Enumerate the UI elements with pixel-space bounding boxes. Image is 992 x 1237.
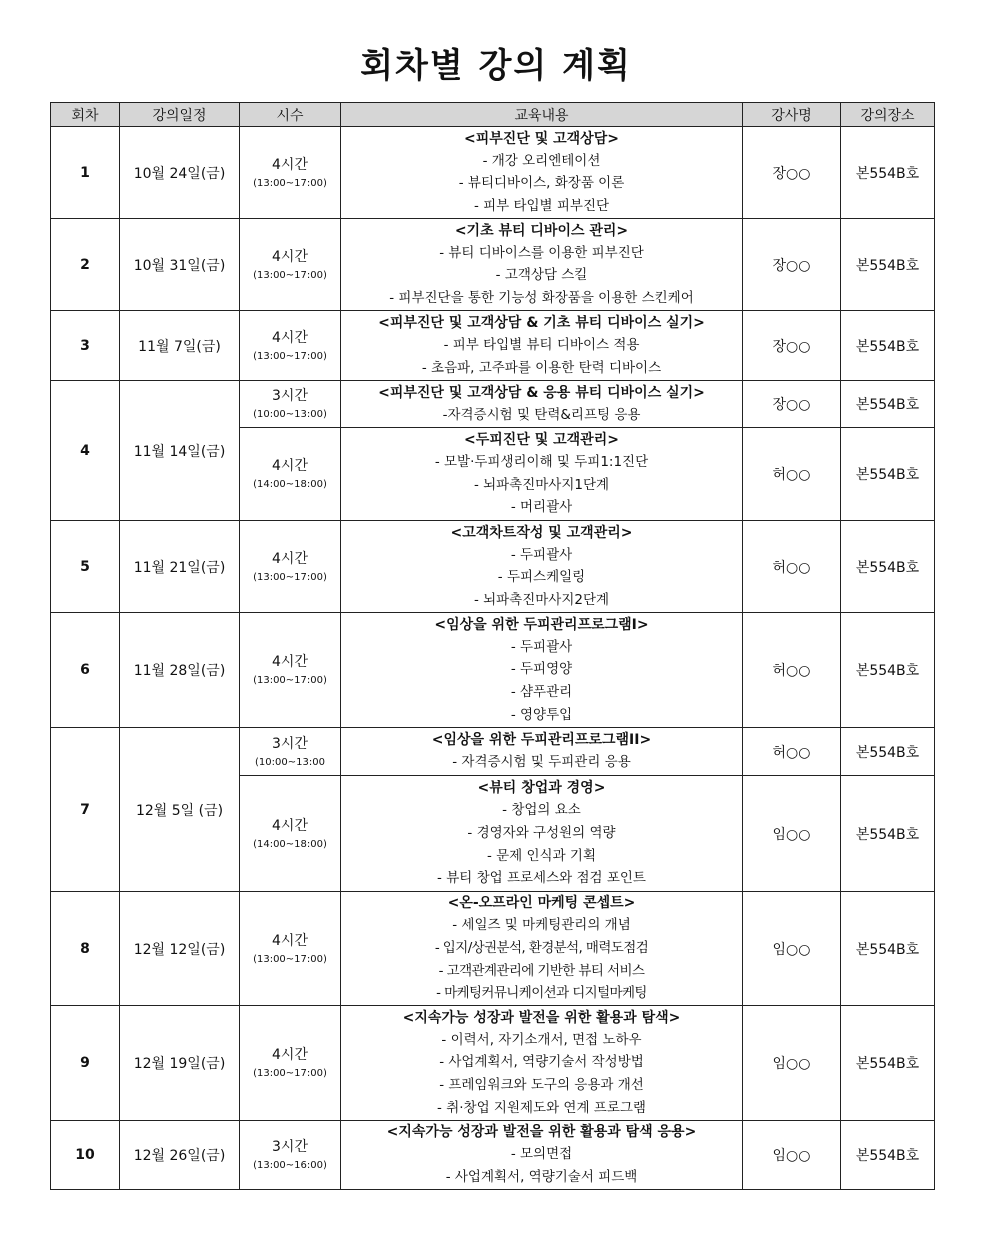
session-hours: 4시간 xyxy=(272,654,308,670)
lecture-room: 본554B호 xyxy=(841,613,935,728)
content-item: - 자격증시험 및 두피관리 응용 xyxy=(452,754,631,771)
session-time: (14:00~18:00) xyxy=(253,479,327,490)
session-hours-cell xyxy=(240,219,341,311)
table-row xyxy=(51,521,935,613)
session-hours: 4시간 xyxy=(272,932,308,949)
session-date: 11월 21일(금) xyxy=(120,521,240,613)
instructor-name: 임○○ xyxy=(743,892,841,1006)
content-title: <고객차트작성 및 고객관리> xyxy=(450,524,633,541)
content-title: <피부진단 및 고객상담 & 기초 뷰티 디바이스 실기> xyxy=(378,314,705,331)
content-item: - 샴푸관리 xyxy=(510,684,573,700)
content-item: - 피부 타입별 피부진단 xyxy=(473,197,610,214)
lecture-room: 본554B호 xyxy=(841,311,935,381)
content-item: - 두피영양 xyxy=(510,661,573,678)
table-row xyxy=(51,892,935,1006)
lecture-room: 본554B호 xyxy=(841,381,935,428)
content-item: - 고객상담 스킬 xyxy=(495,267,588,284)
table-row xyxy=(51,381,935,428)
content-title: <임상을 위한 두피관리프로그램II> xyxy=(431,732,652,749)
header-instructor: 강사명 xyxy=(743,103,841,127)
content-title: <기초 뷰티 디바이스 관리> xyxy=(454,222,629,239)
table-row xyxy=(51,127,935,219)
table-row xyxy=(51,728,935,776)
content-title: <피부진단 및 고객상담> xyxy=(464,130,619,147)
session-hours-cell xyxy=(240,613,341,728)
session-time: (13:00~16:00) xyxy=(253,1160,327,1171)
content-item: - 입지/상권분석, 환경분석, 매력도점검 xyxy=(434,939,649,956)
session-hours: 4시간 xyxy=(272,156,308,173)
header-hours: 시수 xyxy=(240,103,341,127)
session-date: 10월 24일(금) xyxy=(120,127,240,219)
lecture-room: 본554B호 xyxy=(841,127,935,219)
content-item: - 개강 오리엔테이션 xyxy=(482,152,601,169)
lecture-plan-table xyxy=(50,102,935,1190)
session-hours-cell xyxy=(240,521,341,613)
content-item: - 초음파, 고주파를 이용한 탄력 디바이스 xyxy=(421,359,662,376)
session-hours-cell xyxy=(240,311,341,381)
session-date: 12월 26일(금) xyxy=(120,1121,240,1190)
session-hours: 3시간 xyxy=(272,388,308,404)
session-hours: 4시간 xyxy=(272,550,308,567)
instructor-name: 허○○ xyxy=(743,728,841,776)
lecture-room: 본554B호 xyxy=(841,428,935,521)
content-item: - 뷰티디바이스, 화장품 이론 xyxy=(458,175,625,192)
content-item: - 취·창업 지원제도와 연계 프로그램 xyxy=(437,1099,646,1116)
content-item: - 두피괄사 xyxy=(510,638,573,655)
session-hours: 4시간 xyxy=(272,817,308,834)
session-content xyxy=(341,613,743,728)
session-date: 11월 28일(금) xyxy=(120,613,240,728)
session-time: (13:00~17:00) xyxy=(253,571,327,583)
session-content xyxy=(341,1006,743,1121)
content-item: - 뇌파촉진마사지2단계 xyxy=(473,591,610,608)
session-content xyxy=(341,127,743,219)
session-number: 4 xyxy=(51,381,120,521)
lecture-room: 본554B호 xyxy=(841,892,935,1006)
session-hours: 3시간 xyxy=(272,1139,308,1155)
session-date: 12월 5일 (금) xyxy=(120,728,240,892)
session-time: (13:00~17:00) xyxy=(253,177,327,189)
header-date: 강의일정 xyxy=(120,103,240,127)
table-row xyxy=(51,1006,935,1121)
session-time: (13:00~17:00) xyxy=(253,350,327,362)
session-hours-cell xyxy=(240,776,341,892)
lecture-room: 본554B호 xyxy=(841,728,935,776)
table-body xyxy=(51,127,935,1190)
instructor-name: 허○○ xyxy=(743,613,841,728)
session-content xyxy=(341,521,743,613)
content-item: - 이력서, 자기소개서, 면접 노하우 xyxy=(441,1031,642,1048)
session-content xyxy=(341,381,743,428)
instructor-name: 허○○ xyxy=(743,521,841,613)
table-row xyxy=(51,219,935,311)
session-number: 9 xyxy=(51,1006,120,1121)
content-item: - 두피괄사 xyxy=(510,546,573,563)
session-number: 2 xyxy=(51,219,120,311)
instructor-name: 장○○ xyxy=(743,381,841,428)
content-title: <피부진단 및 고객상담 & 응용 뷰티 디바이스 실기> xyxy=(378,384,705,401)
session-date: 12월 19일(금) xyxy=(120,1006,240,1121)
content-item: - 두피스케일링 xyxy=(497,569,586,586)
content-item: - 모발·두피생리이해 및 두피1:1진단 xyxy=(434,454,649,471)
lecture-room: 본554B호 xyxy=(841,1121,935,1190)
session-number: 6 xyxy=(51,613,120,728)
session-content xyxy=(341,428,743,521)
session-number: 5 xyxy=(51,521,120,613)
content-title: <지속가능 성장과 발전을 위한 활용과 탐색> xyxy=(402,1009,681,1026)
session-time: (13:00~17:00) xyxy=(253,269,327,281)
content-item: - 세일즈 및 마케팅관리의 개념 xyxy=(452,917,631,934)
session-hours-cell xyxy=(240,1006,341,1121)
session-hours: 4시간 xyxy=(272,248,308,265)
header-content: 교육내용 xyxy=(341,103,743,127)
lecture-room: 본554B호 xyxy=(841,219,935,311)
content-item: - 뷰티 창업 프로세스와 점검 포인트 xyxy=(437,870,646,887)
instructor-name: 장○○ xyxy=(743,127,841,219)
session-hours: 4시간 xyxy=(272,1047,308,1063)
header-session: 회차 xyxy=(51,103,120,127)
content-item: - 고객관계관리에 기반한 뷰티 서비스 xyxy=(438,962,645,979)
instructor-name: 허○○ xyxy=(743,428,841,521)
content-item: - 마케팅커뮤니케이션과 디지털마케팅 xyxy=(436,985,647,1002)
session-hours: 4시간 xyxy=(272,329,308,346)
session-hours-cell xyxy=(240,428,341,521)
content-item: - 창업의 요소 xyxy=(502,802,581,819)
session-number: 10 xyxy=(51,1121,120,1190)
lecture-room: 본554B호 xyxy=(841,521,935,613)
session-hours-cell xyxy=(240,1121,341,1190)
session-content xyxy=(341,776,743,892)
instructor-name: 임○○ xyxy=(743,776,841,892)
lecture-room: 본554B호 xyxy=(841,776,935,892)
session-number: 3 xyxy=(51,311,120,381)
content-item: - 머리괄사 xyxy=(510,499,573,516)
session-content xyxy=(341,1121,743,1190)
session-date: 12월 12일(금) xyxy=(120,892,240,1006)
instructor-name: 장○○ xyxy=(743,311,841,381)
session-hours-cell xyxy=(240,127,341,219)
content-item: -자격증시험 및 탄력&리프팅 응용 xyxy=(442,406,641,423)
session-number: 8 xyxy=(51,892,120,1006)
content-item: - 문제 인식과 기획 xyxy=(486,847,597,864)
session-number: 7 xyxy=(51,728,120,892)
session-content xyxy=(341,311,743,381)
content-item: - 사업계획서, 역량기술서 피드백 xyxy=(445,1169,638,1185)
header-row xyxy=(51,103,935,127)
session-content xyxy=(341,219,743,311)
session-hours-cell xyxy=(240,892,341,1006)
session-date: 11월 14일(금) xyxy=(120,381,240,521)
content-title: <지속가능 성장과 발전을 위한 활용과 탐색 응용> xyxy=(386,1124,697,1141)
content-item: - 경영자와 구성원의 역량 xyxy=(467,824,616,841)
session-time: (13:00~17:00) xyxy=(253,953,327,965)
session-hours: 3시간 xyxy=(272,735,308,752)
content-item: - 영양투입 xyxy=(510,706,573,723)
session-time: (10:00~13:00) xyxy=(253,409,327,420)
page-title: 회차별 강의 계획 xyxy=(360,46,632,86)
session-date: 11월 7일(금) xyxy=(120,311,240,381)
instructor-name: 임○○ xyxy=(743,1006,841,1121)
table-row xyxy=(51,311,935,381)
session-time: (13:00~17:00) xyxy=(253,675,327,686)
table-row xyxy=(51,1121,935,1190)
instructor-name: 장○○ xyxy=(743,219,841,311)
session-date: 10월 31일(금) xyxy=(120,219,240,311)
session-time: (10:00~13:00 xyxy=(255,756,325,768)
session-hours-cell xyxy=(240,728,341,776)
content-item: - 피부진단을 통한 기능성 화장품을 이용한 스킨케어 xyxy=(389,289,694,306)
content-item: - 사업계획서, 역량기술서 작성방법 xyxy=(439,1054,644,1071)
session-hours-cell xyxy=(240,381,341,428)
content-item: - 뷰티 디바이스를 이용한 피부진단 xyxy=(439,244,644,261)
session-time: (13:00~17:00) xyxy=(253,1068,327,1079)
header-place: 강의장소 xyxy=(841,103,935,127)
session-number: 1 xyxy=(51,127,120,219)
lecture-room: 본554B호 xyxy=(841,1006,935,1121)
content-title: <뷰티 창업과 경영> xyxy=(477,780,606,797)
content-item: - 피부 타입별 뷰티 디바이스 적용 xyxy=(443,336,640,353)
content-title: <온-오프라인 마케팅 콘셉트> xyxy=(447,895,636,912)
table-row xyxy=(51,613,935,728)
content-title: <두피진단 및 고객관리> xyxy=(464,432,619,449)
content-item: - 뇌파촉진마사지1단계 xyxy=(473,476,610,493)
session-time: (14:00~18:00) xyxy=(253,838,327,850)
content-title: <임상을 위한 두피관리프로그램I> xyxy=(434,616,649,633)
session-hours: 4시간 xyxy=(272,458,308,474)
session-content xyxy=(341,892,743,1006)
content-item: - 모의면접 xyxy=(510,1146,573,1163)
instructor-name: 임○○ xyxy=(743,1121,841,1190)
content-item: - 프레임워크와 도구의 응용과 개선 xyxy=(439,1077,644,1093)
session-content xyxy=(341,728,743,776)
